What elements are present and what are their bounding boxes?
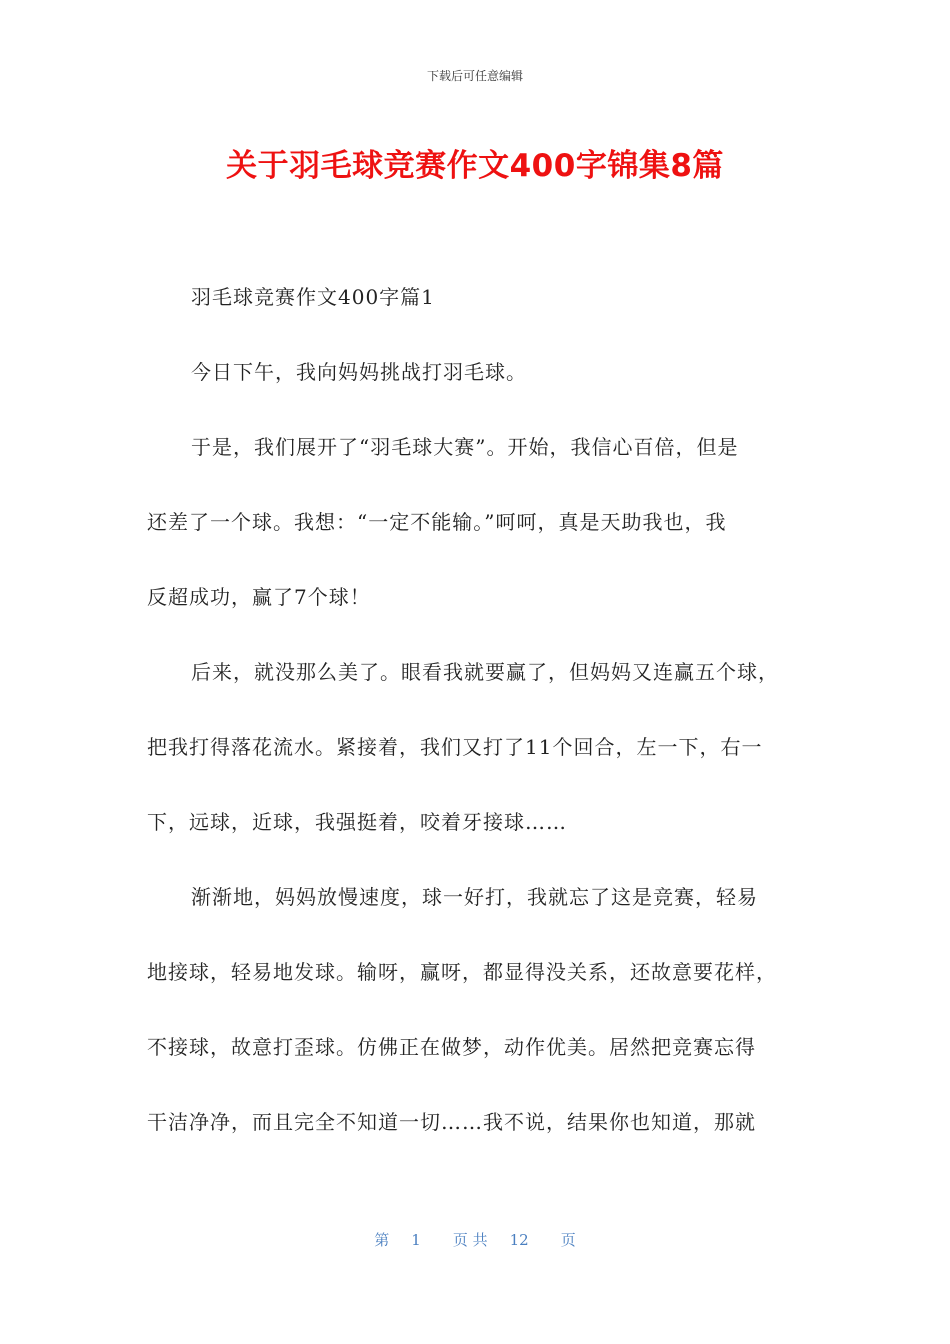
page-footer bbox=[0, 1229, 950, 1250]
paragraph-line: 地接球，轻易地发球。输呀，赢呀，都显得没关系，还故意要花样， bbox=[147, 960, 777, 984]
paragraph-line: 把我打得落花流水。紧接着，我们又打了11个回合，左一下，右一 bbox=[147, 735, 763, 759]
footer-prefix: 第 bbox=[374, 1231, 390, 1249]
document-body bbox=[147, 260, 807, 1160]
header-note: 下载后可任意编辑 bbox=[426, 69, 523, 83]
paragraph-line: 下，远球，近球，我强挺着，咬着牙接球…… bbox=[147, 810, 567, 834]
paragraph-line: 反超成功，赢了7个球！ bbox=[147, 585, 371, 609]
section-heading: 羽毛球竞赛作文400字篇1 bbox=[191, 285, 435, 309]
paragraph-line: 不接球，故意打歪球。仿佛正在做梦，动作优美。居然把竞赛忘得 bbox=[147, 1035, 756, 1059]
footer-mid: 页 共 bbox=[452, 1231, 488, 1249]
current-page-number: 1 bbox=[411, 1231, 421, 1249]
total-pages-number: 12 bbox=[509, 1231, 529, 1249]
document-title: 关于羽毛球竞赛作文400字锦集8篇 bbox=[226, 148, 724, 184]
paragraph-line: 后来，就没那么美了。眼看我就要赢了，但妈妈又连赢五个球， bbox=[191, 660, 779, 684]
footer-suffix: 页 bbox=[560, 1231, 576, 1249]
paragraph-line: 还差了一个球。我想：“一定不能输。”呵呵，真是天助我也，我 bbox=[147, 510, 727, 534]
paragraph-line: 干洁净净，而且完全不知道一切……我不说，结果你也知道，那就 bbox=[147, 1110, 756, 1134]
paragraph-line: 今日下午，我向妈妈挑战打羽毛球。 bbox=[191, 360, 527, 384]
paragraph-line: 渐渐地，妈妈放慢速度，球一好打，我就忘了这是竞赛，轻易 bbox=[191, 885, 758, 909]
paragraph-line: 于是，我们展开了“羽毛球大赛”。开始，我信心百倍，但是 bbox=[191, 435, 739, 459]
